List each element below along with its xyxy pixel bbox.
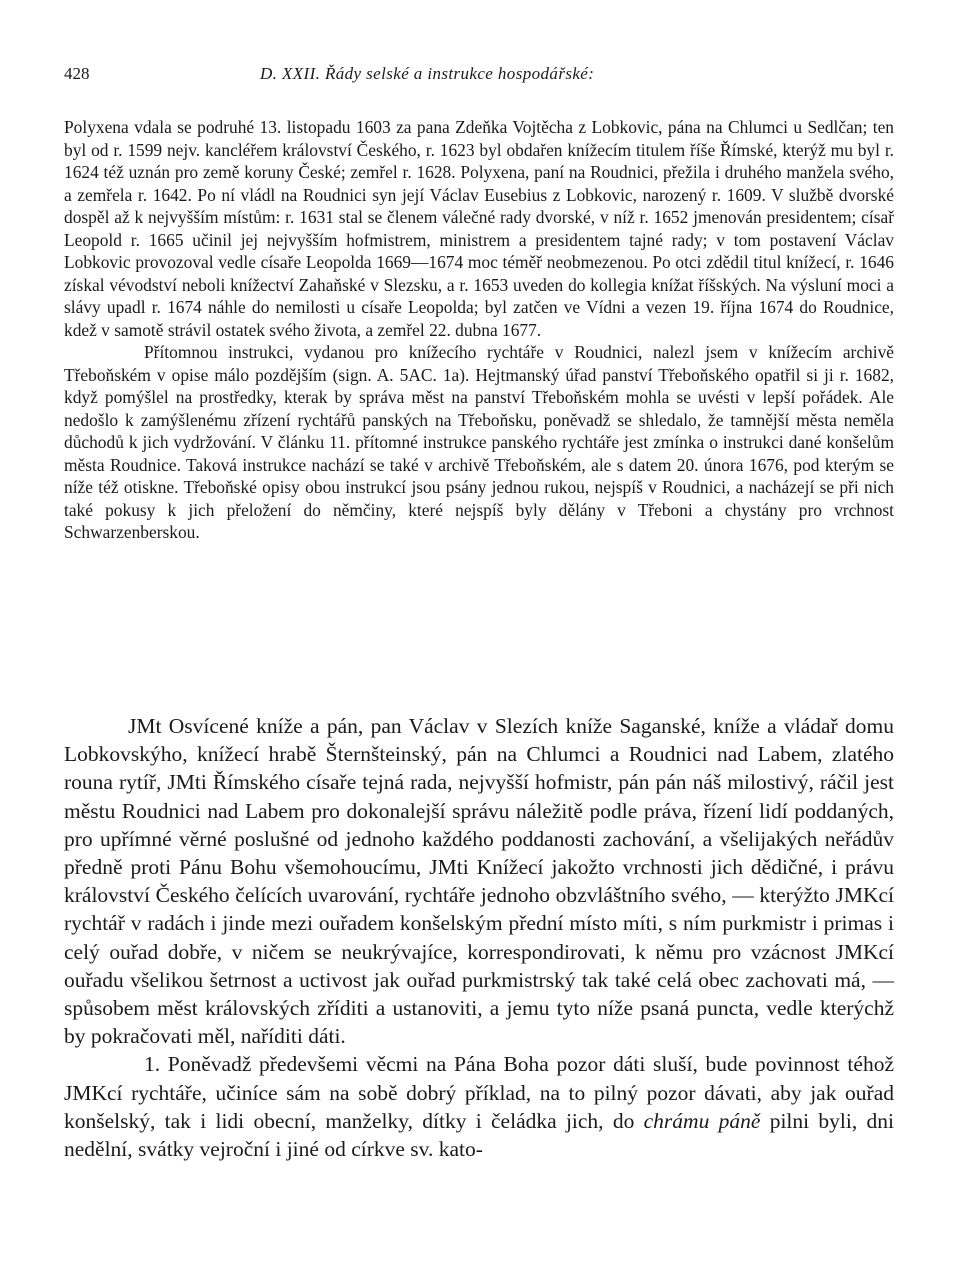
instruction-preamble: JMt Osvícené kníže a pán, pan Václav v Slezích kníže Saganské, kníže a vládař domu Lobkovskýho, knížecí hrabě Šternšteinský, pán na Chlumci a Roudnici nad Labem, zlatého rouna rytíř, JMti Římského císaře tejná rada, nejvyšší hofmistr, pán pán náš milostivý, ráčil jest městu Roudnici nad Labem pro dokonalejší správu náležitě podle práva, řízení lidí poddaných, pro upřímné věrné poslušné od jednoho každého poddanosti zachování, a všelijakých neřádův předně proti Pánu Bohu všemohoucímu, JMti Knížecí jakožto vrchnosti jich dědičné, i právu království Českého čelících uvarování, rychtáře jednoho obzvláštního svého, — kterýžto JMKcí rychtář v radách i jinde mezi ouřadem konšelským přední místo míti, s ním purkmistr i primas i celý ouřad dobře, v ničem se neukrývajíce, korrespondirovati, k němu pro vzácnost JMKcí ouřadu všelikou šetrnost a uctivost jak ouřad purkmistrský tak také celá obec zachovati má, — spůsobem měst královských zříditi a ustanoviti, a jemu tyto níže psaná puncta, vedle kterýchž by pokračovati měl, naříditi dáti.: [64, 714, 894, 1049]
instruction-text: [64, 712, 894, 1163]
article-1-text-start: 1. Poněvadž předevšemi věcmi na Pána Boha pozor dáti sluší, bude povinnost téhož JMKcí rychtáře, učiníce sám na sobě dobrý příklad, na to pilný pozor dávati, aby jak ouřad konšelský, tak i lidi obecní, manželky, dítky i čeládka jich, do: [64, 1052, 894, 1133]
running-head: D. XXII. Řády selské a instrukce hospodářské:: [260, 64, 595, 83]
note-paragraph-biography: Polyxena vdala se podruhé 13. listopadu 1603 za pana Zdeňka Vojtěcha z Lobkovic, pána na Chlumci u Sedlčan; ten byl od r. 1599 nejv. kancléřem království Českého, r. 1623 byl obdařen knížecím titulem říše Římské, kterýž mu byl r. 1624 též uznán pro země koruny České; zemřel r. 1628. Polyxena, paní na Roudnici, přežila i druhého manžela svého, a zemřela r. 1642. Po ní vládl na Roudnici syn její Václav Eusebius z Lobkovic, narozený r. 1609. V službě dvorské dospěl až k nejvyšším místům: r. 1631 stal se členem válečné rady dvorské, v níž r. 1652 jmenován presidentem; císař Leopold r. 1665 učinil jej nejvyšším hofmistrem, ministrem a presidentem tajné rady; v tom postavení Václav Lobkovic provozoval vedle císaře Leopolda 1669—1674 moc téměř neobmezenou. Po otci zdědil titul knížecí, r. 1646 získal vévodství neboli knížectví Zahaňské v Slezsku, a r. 1653 uveden do kollegia knížat říšských. Na výsluní moci a slávy upadl r. 1674 náhle do nemilosti u císaře Leopolda; byl zatčen ve Vídni a vezen 19. října 1674 do Roudnice, kdež v samotě strávil ostatek svého života, a zemřel 22. dubna 1677.: [64, 117, 894, 340]
introductory-notes: [64, 116, 894, 544]
article-1-emphasis: chrámu páně: [643, 1108, 761, 1133]
article-1-text-end: pilni byli, dni nedělní, svátky vejroční i jiné od církve sv. kato-: [64, 1108, 895, 1162]
note-paragraph-source: Přítomnou instrukci, vydanou pro knížecího rychtáře v Roudnici, nalezl jsem v knížecím archivě Třeboňském v opise málo pozdějším (sign. A. 5AC. 1a). Hejtmanský úřad panství Třeboňského opatřil si ji r. 1682, když pomýšlel na prostředky, kterak by správa měst na panství Třeboňském mohla se uvésti v lepší pořádek. Ale nedošlo k zamýšlenému zřízení rychtářů panských na Třeboňsku, poněvadž se shledalo, že tamnější města neměla důchodů k jich vydržování. V článku 11. přítomné instrukce panského rychtáře jest zmínka o instrukci dané konšelům města Roudnice. Taková instrukce nachází se také v archivě Třeboňském, ale s datem 20. února 1676, pod kterým se níže též otiskne. Třeboňské opisy obou instrukcí jsou psány jednou rukou, nejspíš v Roudnici, a nacházejí se při nich také pokusy k jich přeložení do němčiny, které nejspíš byly dělány v Třeboni a chystány pro vrchnost Schwarzenberskou.: [64, 342, 894, 542]
page-number: 428: [64, 64, 90, 83]
page-header: [64, 64, 884, 88]
instruction-article-1: [64, 1050, 894, 1163]
